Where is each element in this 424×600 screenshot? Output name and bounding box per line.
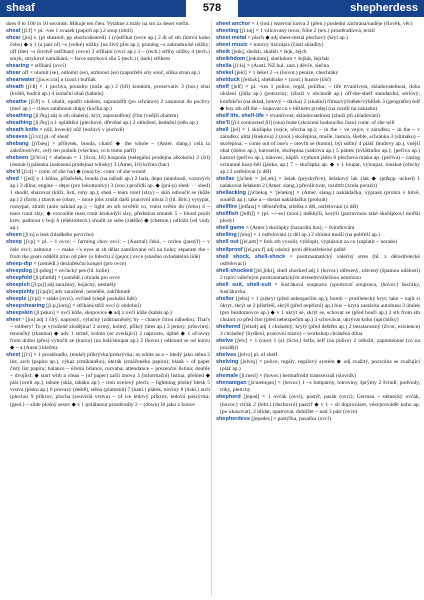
definition-text: [ʃekl] × 1 šekel 2 ~s (hovor.) peníze, chechtáky: [234, 70, 339, 77]
definition-text: [ʃeldʌk], sheldrake × (zool.) husice (lišč): [241, 77, 332, 84]
headword: sheepdog: [6, 267, 32, 274]
headword: shell game: [216, 225, 245, 232]
dictionary-entry: [6, 99, 210, 113]
definition-text: [ʃi:ð] v. 1 obalit, opatřit obalem, zapouzdřit (po schránce) 2 zasunout do pochvy (meč ap.) ~ claws zatáhnout drápy (kočka ap.): [10, 98, 210, 112]
definition-text: × šusťáková souprava (sportovní souprava, (hovor.) šusťáky, šusťákovka: [220, 281, 420, 295]
definition-text: [ʃelvɪŋ] × police, regály, regálový systém ◆ adj svažitý, pozvolna se svažující (pláž ap.): [220, 359, 420, 373]
definition-text: [ʃə'nænɪɡən] × (hovor.) 1 ~s lumpárny, lotroviny, šprýmy 2 švindl, podvody, triky, pletichy: [220, 380, 420, 394]
definition-text: [ʃi:pɪʃ] adj zaražený, bojácný, nesmělý: [31, 281, 117, 288]
headword: she'll: [216, 119, 230, 126]
headword: sheepish: [6, 281, 30, 288]
dictionary-entry: [216, 282, 420, 296]
dictionary-entry: [216, 352, 420, 359]
headword: sheltered: [216, 324, 241, 331]
dictionary-entry: [6, 134, 210, 141]
headword: shellacking: [216, 190, 246, 197]
definition-text: × 1 (lod.) rezervní kotva 2 (přen.) poslední záchrana/naděje (člověk, věc): [251, 21, 413, 27]
definition-text: × posttraumatický válečný stres (hl. z dělostřelecké ostřelovací): [220, 253, 420, 267]
definition-text: [ʃel,pru:f] adj odolný proti dělostřelecké palbě: [243, 246, 346, 253]
left-column: [6, 21, 210, 598]
headword: sheep-dip: [6, 260, 32, 267]
definition-text: [ʃi:vz] pl. of sheaf: [29, 133, 69, 140]
definition-text: [ʃi:d] = contr. of she had ◆ (ona) by; contr. of she would: [21, 168, 146, 175]
headword: shepherd: [216, 394, 241, 401]
dictionary-entry: [216, 296, 420, 324]
headword: sheeting: [216, 28, 239, 35]
definition-text: [ʃi:meɪl] × (hovor.) hermafrodit transsexuál (slovník): [239, 373, 356, 380]
headword: sheath: [6, 84, 24, 91]
headword: sheik: [216, 49, 231, 56]
right-guide-word: shepherdess: [238, 0, 424, 17]
headword: shell: [216, 126, 229, 133]
dictionary-entry: [216, 380, 420, 394]
headword: sheathing: [6, 112, 32, 119]
headword: sheepishly: [6, 288, 35, 295]
dictionary-entry: [216, 49, 420, 56]
left-guide-word: sheaf: [0, 0, 186, 17]
headword: shell out: [216, 239, 239, 246]
definition-text: [ʃɪ'bi:n] × shebean × 1 (Scot, Irl) hospoda (nelegální prodejna alkoholu) 2 (Irl) (domácí) pálenka (nalezená prodejna) whisky) 3 (Amer, Irl) krčma (bar): [10, 154, 210, 168]
headword: shellproof: [216, 246, 243, 253]
definition-text: [ʃelfaɪə] × dělostřelba, střelba z děl, ostřelování (z děl): [238, 204, 359, 211]
dictionary-entry: [6, 352, 210, 408]
dictionary-entry: [216, 211, 420, 225]
dictionary-entry: [6, 310, 210, 317]
dictionary-entry: [6, 275, 210, 282]
definition-text: [ʃə'lækɪŋ × 'ʃelækɪŋ] × (Amer. slang.) nakládačka, výprask (prohra v bitvě, soutěži ap.); take a ~ dostat nakládačku (prohrát): [220, 190, 420, 204]
dictionary-entry: [216, 239, 420, 246]
definition-text: [ʃi:pl] × stádo (ovcí), ovčáně (slepě poslušní lidé): [27, 295, 137, 302]
definition-text: off × ulomit (se), odlomit (se), utrhnout (se) (zapotřebí síly souč, síňka strun ap.): [22, 70, 200, 77]
definition-text: [ʃelvz] pl. of shelf: [237, 352, 278, 359]
headword: sheepshearing: [6, 302, 45, 309]
definition-text: [ʃɪə,wɔ:tə] n (zool.) buřňák: [36, 77, 96, 84]
definition-text: × (zemědl.) dezinfekční koupel (pro ovce): [33, 260, 127, 267]
definition-text: × nůž, lovecký nůž (nožový v pochvě): [39, 126, 124, 133]
definition-text: [ʃeɪkdəm], sheikdom × šejkát, šejchát: [246, 56, 329, 63]
headword: shenanigan: [216, 380, 247, 387]
dictionary-entry: [6, 261, 210, 268]
headword: shear: [6, 70, 21, 77]
headword: shemale: [216, 373, 239, 380]
definition-text: [ʃi:n] n lesk (hladkého povrchu): [23, 232, 94, 239]
headword: shepherdess: [216, 415, 250, 422]
headword: shelf: [216, 84, 229, 91]
headword: sheila: [216, 63, 232, 70]
dictionary-entry: [6, 120, 210, 127]
dictionary-entry: [216, 84, 420, 112]
headword: sheaves: [6, 133, 28, 140]
dictionary-entry: [216, 394, 420, 415]
definition-text: [ʃeɪk], sheikh, shaikh × šejk, šejch: [231, 49, 307, 56]
definition-text: [ʃi:ðɪŋ] n 1 opláštění (plechové, dřevěné ap.) 2 obložení, bednění (stěn ap.): [33, 119, 198, 126]
definition-text: [ʃel] × 1 skořápka (vejce, ořecha ap.); ~ in the ~ ve vejce, v zárodku; ~ in the ~ v zárodku; ulita (šnekova) 2 (zool.) skořepina, mušle, lastura, škeble, schránka 3 (slimáku) ~ skořepina; ~ come out of one's ~ otevřít se (komu), být sdílný 4 plášť (budovy ap.), vnější obal (domu ap.), karoserie, skořepina (sádrová ap.) 5 plátek (zvláštního ap.); (pečiva ap.) kastrol (pečivo ap.), nátovec, náplň. vyjmout jádro 6 plechová miska ap. (pečiva) ~ casing ochranné kusy-běl (jánka, ap.) 7 ~ skořápka ap. ◆ v 1 loupat, vyloupat, louskat (ořechy ap.) 2 ostřelovat (z děl): [220, 126, 420, 175]
headword: sheep: [6, 239, 22, 246]
headword: sheaf: [6, 28, 21, 35]
dictionary-entry: [6, 21, 210, 28]
dictionary-entry: [6, 141, 210, 155]
dictionary-entry: [6, 296, 210, 303]
definition-text: [ʃeltəd] adj 1 chráněný, krytý (před deštěm ap.) 2 bezstarostný (život, existence) 3 chráněný (bydlení, pracovní místo) ~ workshop chráněná dílna: [220, 324, 420, 338]
definition-text: [ʃə'læk × ʃel,æk] × šelak (pryskyřice), šelakový lak (lak ◆ (pt&pp -acked) 1 nalakovat šelakem 2 (Amer. slang.) převálcovat, rozdrtit (zcela porazit): [220, 176, 420, 190]
dictionary-entry: [216, 254, 420, 268]
column-divider: [211, 21, 212, 596]
definition-text: × notový list/zápis (části skladby): [249, 42, 324, 49]
definition-text: [ʃepədes] × pastýřka, pasačka (ovcí): [251, 415, 331, 422]
dictionary-entry: [6, 317, 210, 352]
dictionary-entry: [216, 42, 420, 49]
definition-text: [ʃi:p,ʃɪərɪŋ] × střihání/stříž ovcí (i obdobní): [46, 302, 141, 309]
headword: sheet metal: [216, 35, 247, 42]
dictionary-entry: [6, 84, 210, 98]
dictionary-entry: [216, 324, 420, 338]
headword: shelve: [216, 338, 234, 345]
definition-text: [ʃi:f] × pl. -ves 1 svazek (papírů ap.) 2 snop (obilí): [21, 28, 133, 35]
definition-text: [ʃi:t] × 1 prostěradlo, (tenké) přikrývka/prokrývka; as white as a ~ bledý jako stěna 2 list, arch (papíru ap.), výkaz (zmíkaného), úterák (zmáčeného papíru); blank ~ of paper čistý list papíru; balance ~ účetní bilance, rozvaha; attendance ~ prezenční listina; double ~ dvojlist; ◆ start with a clean ~ (of paper) začít znovu 3 (informační) listina, přehled ◆ plát (oceli ap.), tabule (skla, tabáku ap.) ~ iron ocelový plech; ~ lightning plošný blesk 5 vrstva (písku ap.) 6 provazy (deště), stěna (plamenů) 7 (hanl.) plátek, noviny 8 (tiskl.) arch (plechu) 9 příkrov, plocha (souvislá vrstva) ~ of ice ledový příkrov, ledová pokrývka; (geol.) ~ slide plošný sesuv ◆ v 1 potáhnout prostěradly 2 ~ (down) lít jako z konve: [10, 352, 210, 408]
headword: shelves: [216, 352, 237, 359]
definition-text: × trvanlivost, skladovatelnost (zboží při skladování): [265, 112, 380, 119]
definition-text: × (Amer.) skořápky (hazardní hra); ~ švindlování: [245, 225, 355, 232]
headword: sheeple: [6, 295, 27, 302]
dictionary-entry: [216, 338, 420, 352]
headword: shebang: [6, 140, 29, 147]
headword: shelving: [216, 359, 239, 366]
dictionary-entry: [216, 127, 420, 176]
headword: shelf life, shelf-life: [216, 112, 264, 119]
headword: shelduck: [216, 77, 240, 84]
dictionary-entry: [216, 176, 420, 190]
definition-text: does 0 to 100 in 10 seconds. Mikuje ten člen. Vytáhne z mály na sto za deset vteřin.: [6, 21, 190, 27]
definition-text: ¹ [ʃɪə] adj 1 čirý, naprostý, výlučný (zdůrazněně); by ~ chance čirou náhodou; That's ~ robbery! To je vyloženě zlodějina! 2 strmý, kolmý, příkrý (útes ap.) 3 jemný, průsvitný, tenoučký (tkanina) ◆ adv 1 strmě, kolmo (se zvedající) 2 naprosto, úplně ◆ 1 of/away from dráhu (přes) vybočit ze (kurzu) (na lodi/stoupat ap.) 2 (hovor.) odklonit se od kurzu ◆ ~ a (Austr.) klečmy: [10, 316, 210, 352]
definition-text: [ʃi:θ] × 1 pochva, pouzdro (nože ap.) 2 (bří) kondom, prezervativ 3 (bot.) obal (květů, bodců ap.) 4 izolační obal (kabelu): [10, 84, 210, 98]
dictionary-entry: [216, 113, 420, 120]
definition-text: [ʃɪ'bæŋ] × příbytek, bouda, chatrč ◆ the whole ~ (Amer. slang.) celá ta záležitost/věc, celý ten podnik (všechno, co k tomu patří): [10, 140, 210, 154]
headword: sheepfold: [6, 274, 32, 281]
right-column: [216, 21, 420, 598]
headword: sheet music: [216, 42, 248, 49]
definition-text: [ʃi:tɪŋ] × 1 válcovaný tovar, fólie 2 (tex.) prostěradlová, textil: [240, 28, 375, 35]
dictionary-entry: [216, 190, 420, 204]
definition-text: [ʃelɪŋ] × 1 ostřelování (z děl ap.) 2 sbírání mušlí (na pobřeží ap.): [238, 232, 380, 239]
definition-text: [ʃi:p] × pl. ~ 1 ovce; ~ farming chov ovcí; ~ (Austral) čeká, ~ cerlou (pastýř) ~ v čele ovcí; zalmout · ~ make ~'s eyes at sb dělat zamilované oči na koho; separate the ~ from the goats oddělit zrno od plev (o lidech) 2 (pejor.) ovce (snadno ovladatelná lidé): [10, 239, 210, 260]
headword: sheet anchor: [216, 21, 251, 27]
headword: she'd: [6, 168, 21, 175]
dictionary-entry: [216, 120, 420, 127]
dictionary-entry: [6, 169, 210, 176]
headword: sheathing: [6, 119, 32, 126]
dictionary-entry: [6, 176, 210, 232]
dictionary-entry: [6, 268, 210, 275]
definition-text: [ʃelv] × 1 (rare) 1 (a) (Scot.) šelfa, šelf (na police) 2 odložit, zapomenout (co na později): [220, 338, 420, 352]
headword: sheen: [6, 232, 22, 239]
dictionary-entry: [216, 21, 420, 28]
definition-text: [ʃel,aʊt] × fork sth vysolit, vyklopit, vyplázout za co (zaplatit ~ nerado): [240, 239, 398, 246]
headword: sheer: [6, 316, 21, 323]
headword: shebeen: [6, 154, 29, 161]
headword: shell-shocked: [216, 267, 253, 274]
dictionary-entry: [216, 416, 420, 423]
definition-text: ¹ [ʃed] n 1 kůlna, přístřešek, bouda (na nářadí ap.) 2 hala, depo (autobusů, vozových ap.) 3 dílna; engine ~ depo (pro lokomotivy) 3 (zoo.) prořídlí ap. ◆ (prá-p) shed/ · · shed) 1 shodit, shazovat (kůži, listí, rohy ap.); shed ~ tears ronit (slzy) ~ skin odloučit se (kůže ap.) 2 (form.) zbavit se (obav, ~ more jobs zrušit další pracovní místa 3 (hl. Brit.) vysypat, rozsypat, ztratit (auto náklad ap.); ~ light on sth osvětlit co, vnést světlo do (čeho) 4 ~ tears ronit slzy; ◆ crocodile tears ronit krokodýlí slzy, předstírat smutek 5 ~ blood prolít krev, padnout v boji 6 (elektrotech.) shodit ze sebe (zátěže) ◆ (chemie.) odložit (od vody ap.): [10, 176, 210, 232]
headword: sheath knife: [6, 126, 39, 133]
definition-text: [ʃelf] × pl. -ves 1 police, regál, polička; ~ life trvanlivost, skladovatelnost, doba uložení (jídla ap.) (potravin); (zboží v obchodě ap.) off-the-shelf standardní, sériový; konfekční (na sklad, hotový ~ dávka) 2 (skaliní) římsa/výčnělek/výběžek 3 (geografie) šelf ◆ buy sth off the ~ kupovat co v běžném prodeji (na rozdíl na zakázku): [220, 84, 420, 112]
headword: shed: [6, 176, 19, 183]
definition-text: [ʃepəd] × 1 ovčák (ovcí), pastýř, pasák (ovcí); German ~ německý ovčák, (hovor.) vlčák 2 (bibl.) (duchovní) pastýř ◆ v 1 ~ sb doprovázet, vést/provádět koho ap. (po ukazovat), 2 hlídat, opatrovat, dohlížet ~ nad 3 pást (ovce): [220, 394, 420, 415]
dictionary-entry: [6, 239, 210, 260]
headword: sheathe: [6, 98, 27, 105]
headword: shear: [6, 35, 21, 42]
headword: shearwater: [6, 77, 36, 84]
dictionary-entry: [6, 303, 210, 310]
page-number: 578: [202, 2, 222, 14]
definition-text: × stříhání (ovcí): [30, 63, 66, 70]
headword: sheepskin: [6, 309, 33, 316]
headword: shekel: [216, 70, 234, 77]
dictionary-entry: [216, 247, 420, 254]
definition-text: [ʃi:pdɒɡ] × ovčácký pes (hl. kolie): [33, 267, 109, 274]
definition-text: [ʃeltə] × 1 (a)kryt (před nebezpečím ap.); bomb ~ protiletecký kryt; take ~ najít si úkryt, skrýt se 2 přístřeší, skrýš (před nepřízní) ap.) bus ~ krytá zastávka autobusu 3 útulek (pro bezdomovce ap.) ◆ v 1 ukrýt se, skrýt se, schovat se (před bouří ap.) 2 sth from sth chránit co před čím (před nebezpečím ap.) 3 schovávat, ukrývat koho (uprchlíky): [220, 295, 420, 323]
definition-text: [ʃelfɪʃ] × (pl. ~/~es) (zool.) měkkýši, korýši (potravinou také skořápkoví mořští plody): [220, 211, 420, 225]
headword: shelter: [216, 295, 235, 302]
headword: shell shock, shell-shock: [216, 253, 286, 260]
headword: sheikhdom: [216, 56, 246, 63]
headword: shellac: [216, 176, 235, 183]
dictionary-entry: [6, 155, 210, 169]
definition-text: [ʃi:pfəʊld] × (zemědl.) ohrada pro ovce: [33, 274, 120, 281]
dictionary-entry: [6, 113, 210, 120]
definition-text: [ʃi:pɪʃlɪ] adv zaraženě, nesměle, zakřiknutě: [35, 288, 131, 295]
definition-text: [ʃel,ʃɒkt], shell shocked adj 1 (hovor.) otřesený, zdrcený (špatnou událostí) 2 trpící válečným posttraumatickým stresem/válečnou neurózou: [220, 267, 420, 281]
definition-text: × plech ◆ adj sheet-metal plechový (kryt ap.): [247, 35, 348, 42]
headword: shellfish: [216, 211, 239, 218]
definition-text: [ʃi:lə] × (Austl. NZ.hul. zast.) děvče, slečna: [232, 63, 329, 70]
dictionary-entry: [216, 268, 420, 282]
headword: sheet: [6, 352, 21, 359]
definition-text: [ʃi:pskɪn] × ovčí kůže, skopovice ◆ adj z ovčí kůže (kabát ap.): [34, 309, 172, 316]
headword: shelling: [216, 232, 237, 239]
definition-text: [ʃi:l contracted ʃil] (ona) bude (zkrácení budoucího času) contr. of she will: [231, 119, 395, 126]
definition-text: [ʃi:ðɪŋ] adj is sth obalený, kryt, zapouzdřený (čím (vnější obalem): [33, 112, 179, 119]
dictionary-entry: [6, 282, 210, 289]
dictionary-entry: [6, 289, 210, 296]
definition-text: [ʃɪə] v. (pt sheared, pp shorn/sheared) 1 (o)stříhat (ovce ap.) 2 di of sth (barvit koho čeho) ◆ n 1 (a pair of) ~s (velké) nůžky (na živý plot ap.); pruning ~s zahradnické nůžky; off (the) ~s čerstvě ostříhaný (ovce) 2 střihání (ovcí ap.) 3 ~ (tech.) střihy nůžky 4 (tech.) smyk, smykové namáhání; ~ force smyková síla 5 (tech.) ( úsek) střihem: [10, 35, 210, 63]
headword: shell suit, shell-suit: [216, 281, 272, 288]
dictionary-entry: [216, 359, 420, 373]
headword: shearing: [6, 63, 29, 70]
headword: shellfire: [216, 204, 238, 211]
dictionary-entry: [6, 35, 210, 63]
dictionary-entry: [6, 127, 210, 134]
